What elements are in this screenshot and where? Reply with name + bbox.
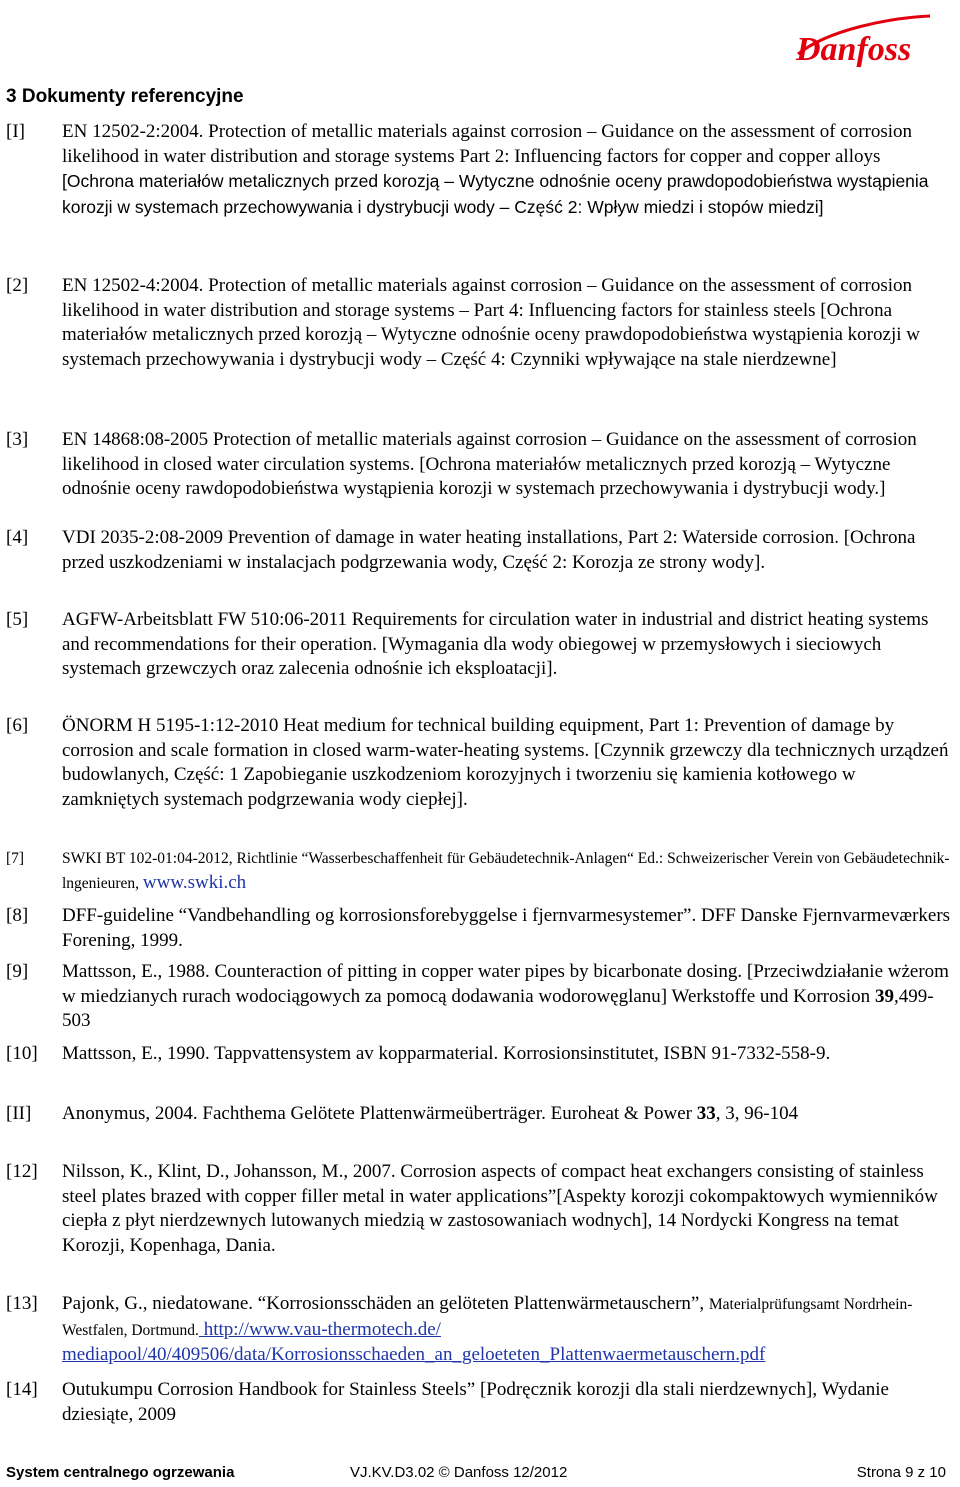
reference-item	[6, 1292, 954, 1368]
section-heading: 3 Dokumenty referencyjne	[6, 86, 244, 107]
reference-volume: 39	[874, 985, 894, 1007]
reference-number: [13]	[6, 1293, 38, 1314]
reference-text: AGFW-Arbeitsblatt FW 510:06-2011 Requirements for circulation water in industrial and district heating systems and recommendations for their operation. [Wymagania dla wody obiegowej w przemysłowych i sieciowych systemach grzewczych oraz zalecenia odnośnie ich eksploatacji].	[62, 609, 929, 679]
reference-link[interactable]: www.swki.ch	[142, 872, 247, 893]
reference-number: [10]	[6, 1043, 38, 1064]
logo-text: Danfoss	[796, 31, 912, 68]
footer-title: System centralnego ogrzewania	[6, 1464, 235, 1481]
reference-item	[6, 274, 954, 372]
reference-number: [2]	[6, 275, 29, 296]
reference-number: [14]	[6, 1379, 38, 1400]
reference-item	[6, 1160, 954, 1258]
reference-number: [6]	[6, 715, 29, 736]
reference-item	[6, 526, 954, 575]
reference-item	[6, 904, 954, 953]
reference-link[interactable]: http://www.vau-thermotech.de/ mediapool/40/409506/data/Korrosionsschaeden_an_geloeteten_Plattenwaermetauschern.pdf	[62, 1318, 766, 1365]
reference-text: Mattsson, E., 1990. Tappvattensystem av kopparmaterial. Korrosionsinstitutet, ISBN 91-7332-558-9.	[62, 1043, 831, 1064]
reference-number: [3]	[6, 429, 29, 450]
reference-text: ÖNORM H 5195-1:12-2010 Heat medium for technical building equipment, Part 1: Prevention of damage by corrosion and scale formation in closed warm-water-heating systems. [Czynnik grzewczy dla technicznych urządzeń budowlanych, Część: 1 Zapobieganie uszkodzeniom korozyjnych i tworzeniu się kamienia kotłowego w zamkniętych systemach podgrzewania wody ciepłej].	[62, 715, 949, 810]
reference-item	[6, 608, 954, 682]
reference-text: DFF-guideline “Vandbehandling og korrosionsforebyggelse i fjernvarmesystemer”. DFF Danske Fjernvarmeværkers Forening, 1999.	[62, 905, 951, 951]
reference-text: SWKI BT 102-01:04-2012, Richtlinie “Wasserbeschaffenheit für Gebäudetechnik-Anlagen“ Ed.: Schweizerischer Verein von Gebäudetechnik-lngenieuren,	[62, 850, 950, 892]
reference-translation: [Ochrona materiałów metalicznych przed korozją – Wytyczne odnośnie oceny prawdopodobieństwa wystąpienia korozji w systemach przechowywania i dystrybucji wody – Część 2: Wpływ miedzi i stopów miedzi]	[62, 171, 929, 217]
reference-number: [4]	[6, 527, 29, 548]
footer-document-code: VJ.KV.D3.02 © Danfoss 12/2012	[350, 1464, 568, 1481]
reference-number: [II]	[6, 1103, 32, 1124]
reference-text: Anonymus, 2004. Fachthema Gelötete Plattenwärmeüberträger. Euroheat & Power	[62, 1103, 697, 1124]
reference-number: [I]	[6, 121, 25, 142]
reference-pages: ,499-503	[62, 985, 934, 1031]
reference-text: Outukumpu Corrosion Handbook for Stainless Steels” [Podręcznik korozji dla stali nierdzewnych], Wydanie dziesiąte, 2009	[62, 1379, 889, 1425]
reference-text: Nilsson, K., Klint, D., Johansson, M., 2007. Corrosion aspects of compact heat exchangers consisting of stainless steel plates brazed with copper filler metal in water applications”[Aspekty korozji cokompaktowych wymienników ciepła z płyt nierdzewnych lutowanych miedzią w zastosowaniach wodnych], 14 Nordycki Kongress na temat Korozji, Kopenhaga, Dania.	[62, 1161, 938, 1256]
reference-number: [9]	[6, 961, 29, 982]
reference-text: EN 14868:08-2005 Protection of metallic materials against corrosion – Guidance on the assessment of corrosion likelihood in closed water circulation systems. [Ochrona materiałów metalicznych przed korozją – Wytyczne odnośnie oceny rawdopodobieństwa wystąpienia korozji w systemach przechowywania i dystrybucji wody.]	[62, 429, 917, 499]
reference-number: [5]	[6, 609, 29, 630]
reference-item	[6, 714, 954, 812]
reference-item	[6, 1042, 954, 1067]
danfoss-logo	[788, 10, 936, 68]
reference-number: [8]	[6, 905, 29, 926]
reference-volume: 33	[696, 1103, 716, 1124]
reference-text: VDI 2035-2:08-2009 Prevention of damage in water heating installations, Part 2: Waterside corrosion. [Ochrona przed uszkodzeniami w instalacjach podgrzewania wody, Część 2: Korozja ze strony wody].	[62, 527, 916, 573]
reference-number: [12]	[6, 1161, 38, 1182]
reference-item	[6, 1378, 954, 1427]
reference-text: EN 12502-2:2004. Protection of metallic materials against corrosion – Guidance on the assessment of corrosion likelihood in water distribution and storage systems Part 2: Influencing factors for copper and copper alloys	[62, 121, 913, 167]
reference-text: EN 12502-4:2004. Protection of metallic materials against corrosion – Guidance on the assessment of corrosion likelihood in water distribution and storage systems – Part 4: Influencing factors for stainless steels [Ochrona materiałów metalicznych przed korozją – Wytyczne odnośnie oceny prawdopodobieństwa wystąpienia korozji w systemach przechowywania i dystrybucji wody – Część 4: Czynniki wpływające na stale nierdzewne]	[62, 275, 920, 370]
reference-item	[6, 428, 954, 502]
reference-number: [7]	[6, 850, 25, 867]
reference-item	[6, 120, 954, 220]
reference-publisher: Materialprüfungsamt Nordrhein-Westfalen, Dortmund.	[62, 1296, 913, 1339]
reference-text: Pajonk, G., niedatowane. “Korrosionsschäden an gelöteten Plattenwärmetauschern”,	[62, 1293, 709, 1314]
reference-item	[6, 1102, 954, 1127]
reference-pages: , 3, 96-104	[715, 1103, 799, 1124]
reference-item	[6, 847, 954, 896]
footer-page-number: Strona 9 z 10	[856, 1464, 946, 1481]
reference-item	[6, 960, 954, 1034]
reference-text: Mattsson, E., 1988. Counteraction of pitting in copper water pipes by bicarbonate dosing. [Przeciwdziałanie wżerom w miedzianych rurach wodociągowych za pomocą dodawania wodorowęglanu] Werkstoffe und Korrosion	[62, 961, 949, 1007]
